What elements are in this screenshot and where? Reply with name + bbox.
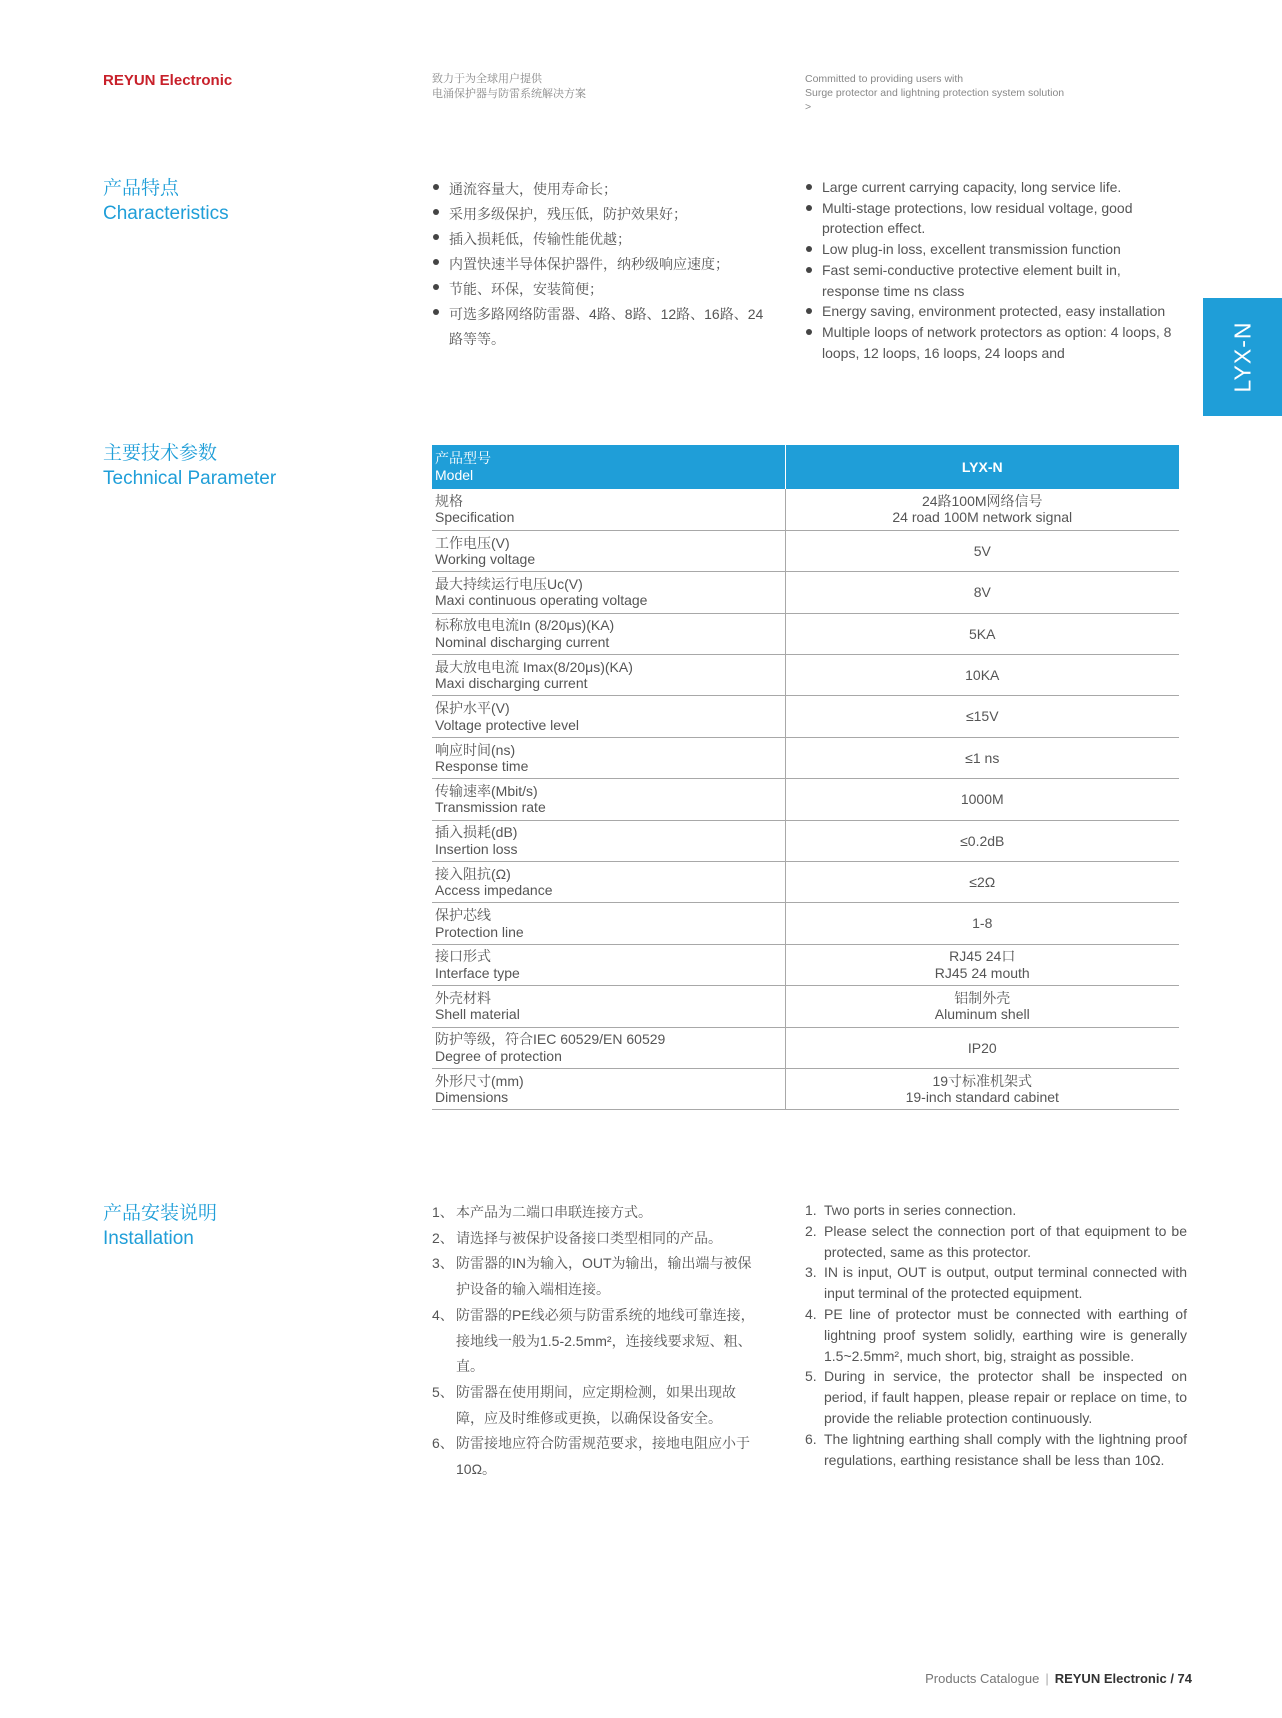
technical-title [103,441,276,491]
step-text: 防雷接地应符合防雷规范要求，接地电阻应小于10Ω。 [456,1435,750,1478]
list-item [432,1380,762,1431]
step-text: Two ports in series connection. [824,1202,1017,1218]
step-text: PE line of protector must be connected with earthing of lightning proof system solidly, earthing wire is generally 1.5~2.5mm², much short, big, straight as possible. [824,1305,1187,1364]
param-label-cn: 插入损耗(dB) [435,824,518,841]
param-label-en: Nominal discharging current [435,633,610,650]
param-value: 5V [973,542,991,559]
param-label-en: Shell material [435,1006,520,1023]
table-row [432,655,1179,696]
param-value: ≤15V [965,708,999,725]
table-row [432,820,1179,861]
parameter-table [432,445,1179,1110]
param-label-cn: 工作电压(V) [435,534,510,551]
footer-brand: REYUN Electronic [1054,1671,1167,1686]
param-value-cell [785,986,1179,1027]
step-text: The lightning earthing shall comply with the lightning proof regulations, earthing resistance shall be less than 10Ω. [824,1430,1187,1468]
list-item [805,1221,1187,1263]
param-value-cell [785,903,1179,944]
tagline-cn-line-2: 电涌保护器与防雷系统解决方案 [432,88,586,100]
param-value-cell [785,530,1179,571]
param-label-cell [432,986,785,1027]
list-item: 可选多路网络防雷器、4路、8路、12路、16路、24路等等。 [432,302,772,352]
param-label-cell [432,1027,785,1068]
table-row [432,613,1179,654]
list-item: Low plug-in loss, excellent transmission function [805,239,1175,260]
step-number: 5. [805,1368,817,1385]
list-item [805,1200,1187,1221]
param-value: 8V [973,584,991,601]
param-value-en: 19-inch standard cabinet [905,1089,1059,1106]
list-item: 通流容量大，使用寿命长； [432,177,772,202]
model-value-header: LYX-N [785,445,1179,489]
list-item: Fast semi-conductive protective element built in, response time ns class [805,260,1175,301]
param-label-cn: 接入阻抗(Ω) [435,865,511,882]
param-value: IP20 [967,1039,997,1056]
list-item: 插入损耗低，传输性能优越； [432,227,772,252]
param-value-cell [785,489,1179,530]
tagline-en-line-3: > [805,101,812,113]
param-label-cn: 外形尺寸(mm) [435,1072,524,1089]
param-value-cell [785,572,1179,613]
param-label-cell [432,903,785,944]
param-value: ≤1 ns [965,749,1000,766]
param-label-cn: 标称放电电流In (8/20μs)(KA) [435,617,615,634]
table-row [432,944,1179,985]
param-label-en: Specification [435,509,515,526]
param-label-cn: 最大持续运行电压Uc(V) [435,575,583,592]
list-item: Multiple loops of network protectors as option: 4 loops, 8 loops, 12 loops, 16 loops, 24 loops and [805,322,1175,363]
param-value: RJ45 24口 [949,948,1016,965]
list-item [432,1200,762,1226]
param-label-cn: 规格 [435,492,463,509]
installation-title [103,1201,217,1251]
table-row [432,737,1179,778]
characteristics-title-en: Characteristics [103,203,229,224]
param-label-cn: 接口形式 [435,948,491,965]
param-label-en: Response time [435,758,529,775]
step-text: 防雷器在使用期间，应定期检测，如果出现故障，应及时维修或更换，以确保设备安全。 [456,1383,736,1426]
brand-name: REYUN Electronic [103,72,233,89]
param-value-cell [785,820,1179,861]
characteristics-title-cn: 产品特点 [103,178,180,199]
list-item: 内置快速半导体保护器件，纳秒级响应速度； [432,252,772,277]
tagline-cn [432,72,586,102]
step-number: 6、 [432,1435,454,1452]
param-label-cell [432,944,785,985]
param-value-en: 24 road 100M network signal [892,509,1073,526]
param-value-cell [785,779,1179,820]
list-item: 节能、环保，安装简便； [432,277,772,302]
param-value-cell [785,613,1179,654]
param-label-en: Maxi continuous operating voltage [435,592,648,609]
param-label-cn: 传输速率(Mbit/s) [435,782,538,799]
table-row [432,1027,1179,1068]
list-item: Multi-stage protections, low residual voltage, good protection effect. [805,198,1175,239]
param-label-cell [432,1068,785,1109]
param-value: 19寸标准机架式 [932,1072,1033,1089]
table-row [432,696,1179,737]
step-text: 本产品为二端口串联连接方式。 [456,1204,652,1220]
list-item: 采用多级保护，残压低，防护效果好； [432,202,772,227]
list-item [432,1303,762,1380]
param-label-en: Interface type [435,964,520,981]
list-item [805,1262,1187,1304]
table-row [432,489,1179,530]
model-header-cn: 产品型号 [435,450,491,466]
table-row [432,572,1179,613]
param-value-cell [785,696,1179,737]
param-label-cell [432,779,785,820]
list-item [432,1226,762,1252]
step-number: 4、 [432,1306,454,1323]
param-label-cell [432,820,785,861]
param-label-cell [432,613,785,654]
step-text: 防雷器的PE线必须与防雷系统的地线可靠连接，接地线一般为1.5-2.5mm²，连接线要求短、粗、直。 [456,1306,755,1375]
installation-list-en [805,1200,1187,1470]
param-label-en: Protection line [435,923,524,940]
characteristics-list-cn [432,177,772,352]
param-value: 10KA [965,667,1000,683]
param-value: ≤2Ω [969,873,996,890]
list-item [805,1429,1187,1471]
step-number: 3、 [432,1255,454,1272]
param-label-cell [432,489,785,530]
table-row [432,530,1179,571]
param-label-cell [432,737,785,778]
table-header-row [432,445,1179,489]
param-label-en: Transmission rate [435,799,546,816]
param-value: 5KA [969,625,996,642]
installation-title-en: Installation [103,1228,194,1249]
param-value-cell [785,737,1179,778]
tagline-en-line-2: Surge protector and lightning protection system solution [805,87,1065,99]
param-label-en: Voltage protective level [435,716,579,733]
step-text: Please select the connection port of that equipment to be protected, same as this protector. [824,1222,1187,1260]
technical-title-cn: 主要技术参数 [103,443,218,464]
page-footer [925,1671,1192,1686]
table-row [432,1068,1179,1109]
step-number: 2、 [432,1229,454,1246]
table-row [432,903,1179,944]
param-value-cell [785,1027,1179,1068]
characteristics-list-en [805,177,1175,363]
table-row [432,986,1179,1027]
param-label-cell [432,655,785,696]
param-value-en: Aluminum shell [934,1006,1030,1023]
param-value-cell [785,944,1179,985]
tagline-cn-line-1: 致力于为全球用户提供 [432,73,542,85]
list-item: Energy saving, environment protected, easy installation [805,301,1175,322]
step-text: During in service, the protector shall be inspected on period, if fault happen, please repair or replace on time, to provide the reliable protection continuously. [824,1368,1187,1426]
param-value: 1-8 [972,915,993,932]
param-label-cn: 响应时间(ns) [435,741,516,758]
model-side-tab [1203,298,1282,416]
footer-page-number: / 74 [1170,1671,1192,1686]
step-text: 防雷器的IN为输入，OUT为输出，输出端与被保护设备的输入端相连接。 [456,1255,752,1298]
param-label-cn: 外壳材料 [435,989,491,1006]
installation-list-cn [432,1200,762,1483]
param-label-en: Dimensions [435,1089,509,1106]
param-value: 1000M [960,791,1004,808]
step-number: 1. [805,1202,817,1218]
step-number: 1、 [432,1204,454,1220]
param-label-cn: 防护等级，符合IEC 60529/EN 60529 [435,1031,666,1048]
param-value-cell [785,655,1179,696]
param-label-en: Access impedance [435,882,553,899]
param-label-en: Insertion loss [435,840,518,857]
param-label-cell [432,696,785,737]
step-number: 2. [805,1222,817,1239]
param-value: ≤0.2dB [960,832,1005,849]
step-number: 3. [805,1264,817,1281]
step-number: 6. [805,1430,817,1447]
footer-separator: | [1045,1671,1049,1686]
param-label-cn: 最大放电电流 Imax(8/20μs)(KA) [435,658,633,675]
step-number: 5、 [432,1383,454,1400]
param-value-en: RJ45 24 mouth [934,964,1030,981]
list-item [805,1366,1187,1428]
param-label-cell [432,862,785,903]
characteristics-title [103,176,229,226]
param-label-en: Degree of protection [435,1047,562,1064]
param-value-cell [785,1068,1179,1109]
param-label-cell [432,572,785,613]
installation-title-cn: 产品安装说明 [103,1203,218,1224]
param-label-en: Maxi discharging current [435,675,588,692]
step-text: IN is input, OUT is output, output terminal connected with input terminal of the protected equipment. [824,1264,1187,1302]
list-item [432,1431,762,1482]
table-row [432,862,1179,903]
footer-catalogue: Products Catalogue [925,1671,1040,1686]
param-label-cell [432,530,785,571]
list-item: Large current carrying capacity, long service life. [805,177,1175,198]
tagline-en [805,72,1064,114]
param-value: 24路100M网络信号 [921,492,1043,509]
tagline-en-line-1: Committed to providing users with [805,73,964,85]
param-label-cn: 保护芯线 [435,907,491,924]
param-label-cn: 保护水平(V) [435,700,510,717]
model-header-en: Model [435,467,474,483]
technical-title-en: Technical Parameter [103,468,277,489]
table-row [432,779,1179,820]
parameter-table-body [432,489,1179,1110]
model-header-cell [432,445,785,489]
list-item [432,1251,762,1302]
list-item [805,1304,1187,1366]
step-number: 4. [805,1305,817,1322]
side-tab-label: LYX-N [1229,321,1255,393]
step-text: 请选择与被保护设备接口类型相同的产品。 [456,1229,722,1246]
param-value-cell [785,862,1179,903]
param-label-en: Working voltage [435,551,536,568]
param-value: 铝制外壳 [954,989,1011,1006]
